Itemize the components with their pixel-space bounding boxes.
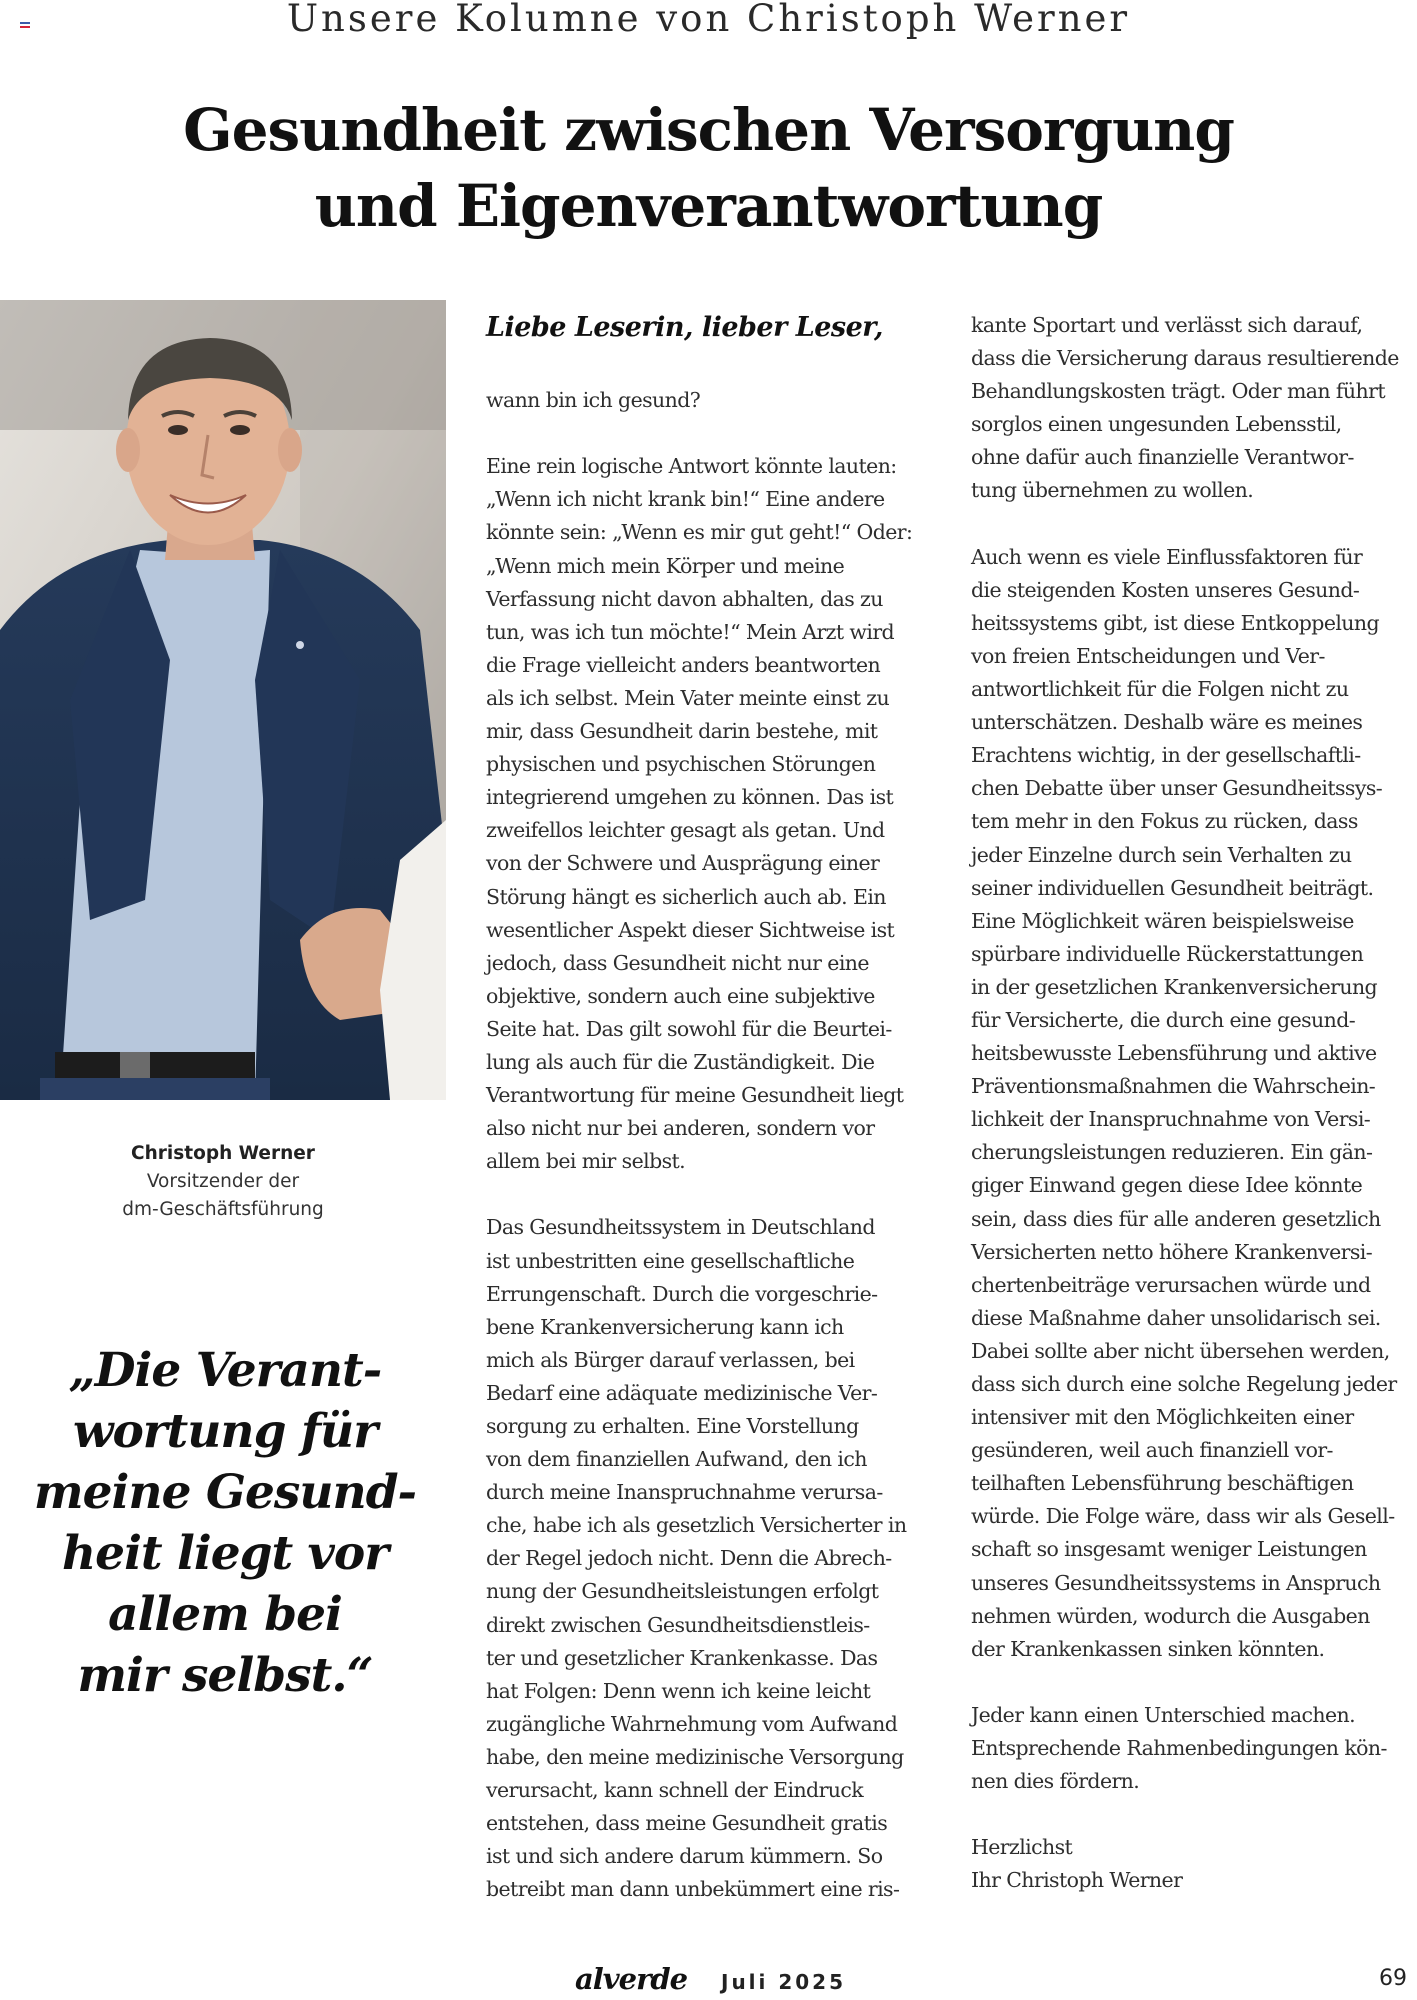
article-column-right xyxy=(971,309,1417,1898)
text-line: „Wenn ich nicht krank bin!“ Eine andere xyxy=(486,487,885,512)
text-line: Bedarf eine adäquate medizinische Ver- xyxy=(486,1380,878,1405)
text-line: kante Sportart und verlässt sich darauf, xyxy=(971,313,1363,337)
text-line: der Regel jedoch nicht. Denn die Abrech- xyxy=(486,1546,892,1571)
pull-quote-line: mir selbst.“ xyxy=(77,1648,373,1703)
text-line: direkt zwischen Gesundheitsdienstleis- xyxy=(486,1612,870,1637)
text-line: verursacht, kann schnell der Eindruck xyxy=(486,1778,864,1803)
text-line: Störung hängt es sicherlich auch ab. Ein xyxy=(486,884,886,909)
headline-line: und Eigenverantwortung xyxy=(314,172,1103,240)
text-line: diese Maßnahme daher unsolidarisch sei. xyxy=(971,1305,1381,1330)
text-line: ist unbestritten eine gesellschaftliche xyxy=(486,1248,855,1273)
text-line: könnte sein: „Wenn es mir gut geht!“ Oder: xyxy=(486,520,913,545)
text-line: ter und gesetzlicher Krankenkasse. Das xyxy=(486,1645,878,1670)
magazine-brand-logo: alverde xyxy=(575,1962,688,1996)
text-line: Dabei sollte aber nicht übersehen werden, xyxy=(971,1338,1390,1363)
text-line: nen dies fördern. xyxy=(971,1769,1140,1794)
text-line: hat Folgen: Denn wenn ich keine leicht xyxy=(486,1678,871,1703)
text-line: Jeder kann einen Unterschied machen. xyxy=(971,1702,1356,1727)
text-line: nehmen würden, wodurch die Ausgaben xyxy=(971,1603,1370,1628)
text-line: als ich selbst. Mein Vater meinte einst zu xyxy=(486,685,890,710)
text-line: che, habe ich als gesetzlich Versicherter in xyxy=(486,1513,907,1538)
text-line: giger Einwand gegen diese Idee könnte xyxy=(971,1173,1363,1198)
text-line: Verantwortung für meine Gesundheit liegt xyxy=(486,1083,904,1108)
text-line: Ihr Christoph Werner xyxy=(971,1868,1183,1893)
text-line: Versicherten netto höhere Krankenversi- xyxy=(971,1239,1373,1264)
text-line: lung als auch für die Zuständigkeit. Die xyxy=(486,1049,875,1074)
article-column-left xyxy=(486,300,934,1906)
pull-quote-line: meine Gesund- xyxy=(33,1465,417,1520)
text-line: Eine rein logische Antwort könnte lauten: xyxy=(486,454,897,479)
pull-quote-line: allem bei xyxy=(108,1587,342,1642)
text-line: unseres Gesundheitssystems in Anspruch xyxy=(971,1570,1381,1595)
text-line: teilhaften Lebensführung beschäftigen xyxy=(971,1471,1354,1496)
text-line: gesünderen, weil auch finanziell vor- xyxy=(971,1438,1333,1463)
text-line: von dem finanziellen Aufwand, den ich xyxy=(486,1447,867,1472)
text-line: seiner individuellen Gesundheit beiträgt. xyxy=(971,875,1374,900)
text-line: Errungenschaft. Durch die vorgeschrie- xyxy=(486,1281,878,1306)
text-line: physischen und psychischen Störungen xyxy=(486,752,876,777)
text-line: intensiver mit den Möglichkeiten einer xyxy=(971,1405,1354,1430)
text-line: betreibt man dann unbekümmert eine ris- xyxy=(486,1877,900,1902)
text-line: durch meine Inanspruchnahme verursa- xyxy=(486,1480,883,1505)
text-line: für Versicherte, die durch eine gesund- xyxy=(971,1007,1356,1032)
text-line: die steigenden Kosten unseres Gesund- xyxy=(971,577,1360,602)
text-line: heitsbewusste Lebensführung und aktive xyxy=(971,1041,1377,1066)
text-line: sorglos einen ungesunden Lebensstil, xyxy=(971,412,1342,437)
text-line: jeder Einzelne durch sein Verhalten zu xyxy=(971,842,1352,867)
text-line: würde. Die Folge wäre, dass wir als Gesell- xyxy=(971,1504,1395,1529)
text-line: ohne dafür auch finanzielle Verantwor- xyxy=(971,445,1354,470)
text-line: in der gesetzlichen Krankenversicherung xyxy=(971,974,1378,999)
text-line: Behandlungskosten trägt. Oder man führt xyxy=(971,379,1385,404)
text-line: tung übernehmen zu wollen. xyxy=(971,478,1254,503)
text-line: allem bei mir selbst. xyxy=(486,1149,686,1174)
text-line: dass die Versicherung daraus resultierende xyxy=(971,346,1399,371)
page-number: 69 xyxy=(1379,1966,1407,1991)
text-line: Eine Möglichkeit wären beispielsweise xyxy=(971,908,1354,933)
text-line: Erachtens wichtig, in der gesellschaftli- xyxy=(971,743,1361,768)
text-line: spürbare individuelle Rückerstattungen xyxy=(971,941,1364,966)
text-line: objektive, sondern auch eine subjektive xyxy=(486,983,875,1008)
text-line: wann bin ich gesund? xyxy=(486,388,701,413)
text-line: zugängliche Wahrnehmung vom Aufwand xyxy=(486,1711,898,1736)
pull-quote-line: „Die Verant- xyxy=(68,1343,382,1398)
text-line: nung der Gesundheitsleistungen erfolgt xyxy=(486,1579,879,1604)
text-line: unterschätzen. Deshalb wäre es meines xyxy=(971,710,1363,735)
text-line: lichkeit der Inanspruchnahme von Versi- xyxy=(971,1107,1371,1132)
paragraph-gap xyxy=(486,1178,934,1211)
text-line: von freien Entscheidungen und Ver- xyxy=(971,643,1325,668)
text-line: dass sich durch eine solche Regelung jeder xyxy=(971,1372,1397,1396)
text-line: Herzlichst xyxy=(971,1835,1073,1860)
text-line: die Frage vielleicht anders beantworten xyxy=(486,652,881,677)
text-line: also nicht nur bei anderen, sondern vor xyxy=(486,1116,875,1141)
text-line: wesentlicher Aspekt dieser Sichtweise ist xyxy=(486,917,895,942)
paragraph-gap xyxy=(486,351,934,384)
paragraph-gap xyxy=(486,417,934,450)
text-line: integrierend umgehen zu können. Das ist xyxy=(486,785,894,810)
text-line: zweifellos leichter gesagt als getan. Und xyxy=(486,818,885,843)
caption-role: Vorsitzender der xyxy=(146,1171,300,1192)
text-line: tun, was ich tun möchte!“ Mein Arzt wird xyxy=(486,619,895,644)
article-headline xyxy=(0,92,1417,244)
text-line: mich als Bürger darauf verlassen, bei xyxy=(486,1347,855,1372)
text-line: chertenbeiträge verursachen würde und xyxy=(971,1272,1371,1297)
text-line: bene Krankenversicherung kann ich xyxy=(486,1314,844,1339)
text-line: Auch wenn es viele Einflussfaktoren für xyxy=(971,544,1363,569)
text-line: Seite hat. Das gilt sowohl für die Beurtei- xyxy=(486,1016,892,1041)
text-line: mir, dass Gesundheit darin bestehe, mit xyxy=(486,719,878,744)
pull-quote-line: heit liegt vor xyxy=(62,1526,388,1581)
caption-name: Christoph Werner xyxy=(131,1143,315,1164)
text-line: sorgung zu erhalten. Eine Vorstellung xyxy=(486,1414,859,1438)
text-line: habe, den meine medizinische Versorgung xyxy=(486,1744,904,1769)
text-line: sein, dass dies für alle anderen gesetzlich xyxy=(971,1206,1381,1231)
issue-date: Juli 2025 xyxy=(721,1970,847,1994)
text-line: Das Gesundheitssystem in Deutschland xyxy=(486,1215,875,1240)
text-line: chen Debatte über unser Gesundheitssys- xyxy=(971,776,1383,801)
text-line: „Wenn mich mein Körper und meine xyxy=(486,553,845,578)
text-line: entstehen, dass meine Gesundheit gratis xyxy=(486,1811,888,1836)
text-line: cherungsleistungen reduzieren. Ein gän- xyxy=(971,1140,1373,1165)
paragraph-gap xyxy=(971,1798,1417,1831)
text-line: der Krankenkassen sinken könnten. xyxy=(971,1636,1325,1661)
caption-role: dm-Geschäftsführung xyxy=(122,1199,324,1220)
paragraph-gap xyxy=(971,508,1417,541)
text-line: Präventionsmaßnahmen die Wahrschein- xyxy=(971,1074,1376,1099)
column-kicker: Unsere Kolumne von Christoph Werner xyxy=(286,0,1131,40)
text-line: jedoch, dass Gesundheit nicht nur eine xyxy=(486,950,869,975)
pull-quote xyxy=(20,1340,430,1706)
headline-line: Gesundheit zwischen Versorgung xyxy=(183,96,1234,164)
text-line: ist und sich andere darum kümmern. So xyxy=(486,1844,883,1869)
text-line: schaft so insgesamt weniger Leistungen xyxy=(971,1537,1367,1562)
text-line: antwortlichkeit für die Folgen nicht zu xyxy=(971,677,1349,702)
text-line: Verfassung nicht davon abhalten, das zu xyxy=(486,586,883,611)
author-portrait-photo xyxy=(0,300,446,1100)
pull-quote-line: wortung für xyxy=(72,1404,377,1459)
paragraph-gap xyxy=(971,1666,1417,1699)
text-line: Entsprechende Rahmenbedingungen kön- xyxy=(971,1736,1387,1761)
text-line: tem mehr in den Fokus zu rücken, dass xyxy=(971,809,1358,834)
text-line: von der Schwere und Ausprägung einer xyxy=(486,851,880,876)
photo-caption xyxy=(0,1140,446,1224)
article-salutation: Liebe Leserin, lieber Leser, xyxy=(486,312,883,343)
text-line: heitssystems gibt, ist diese Entkoppelung xyxy=(971,610,1380,635)
